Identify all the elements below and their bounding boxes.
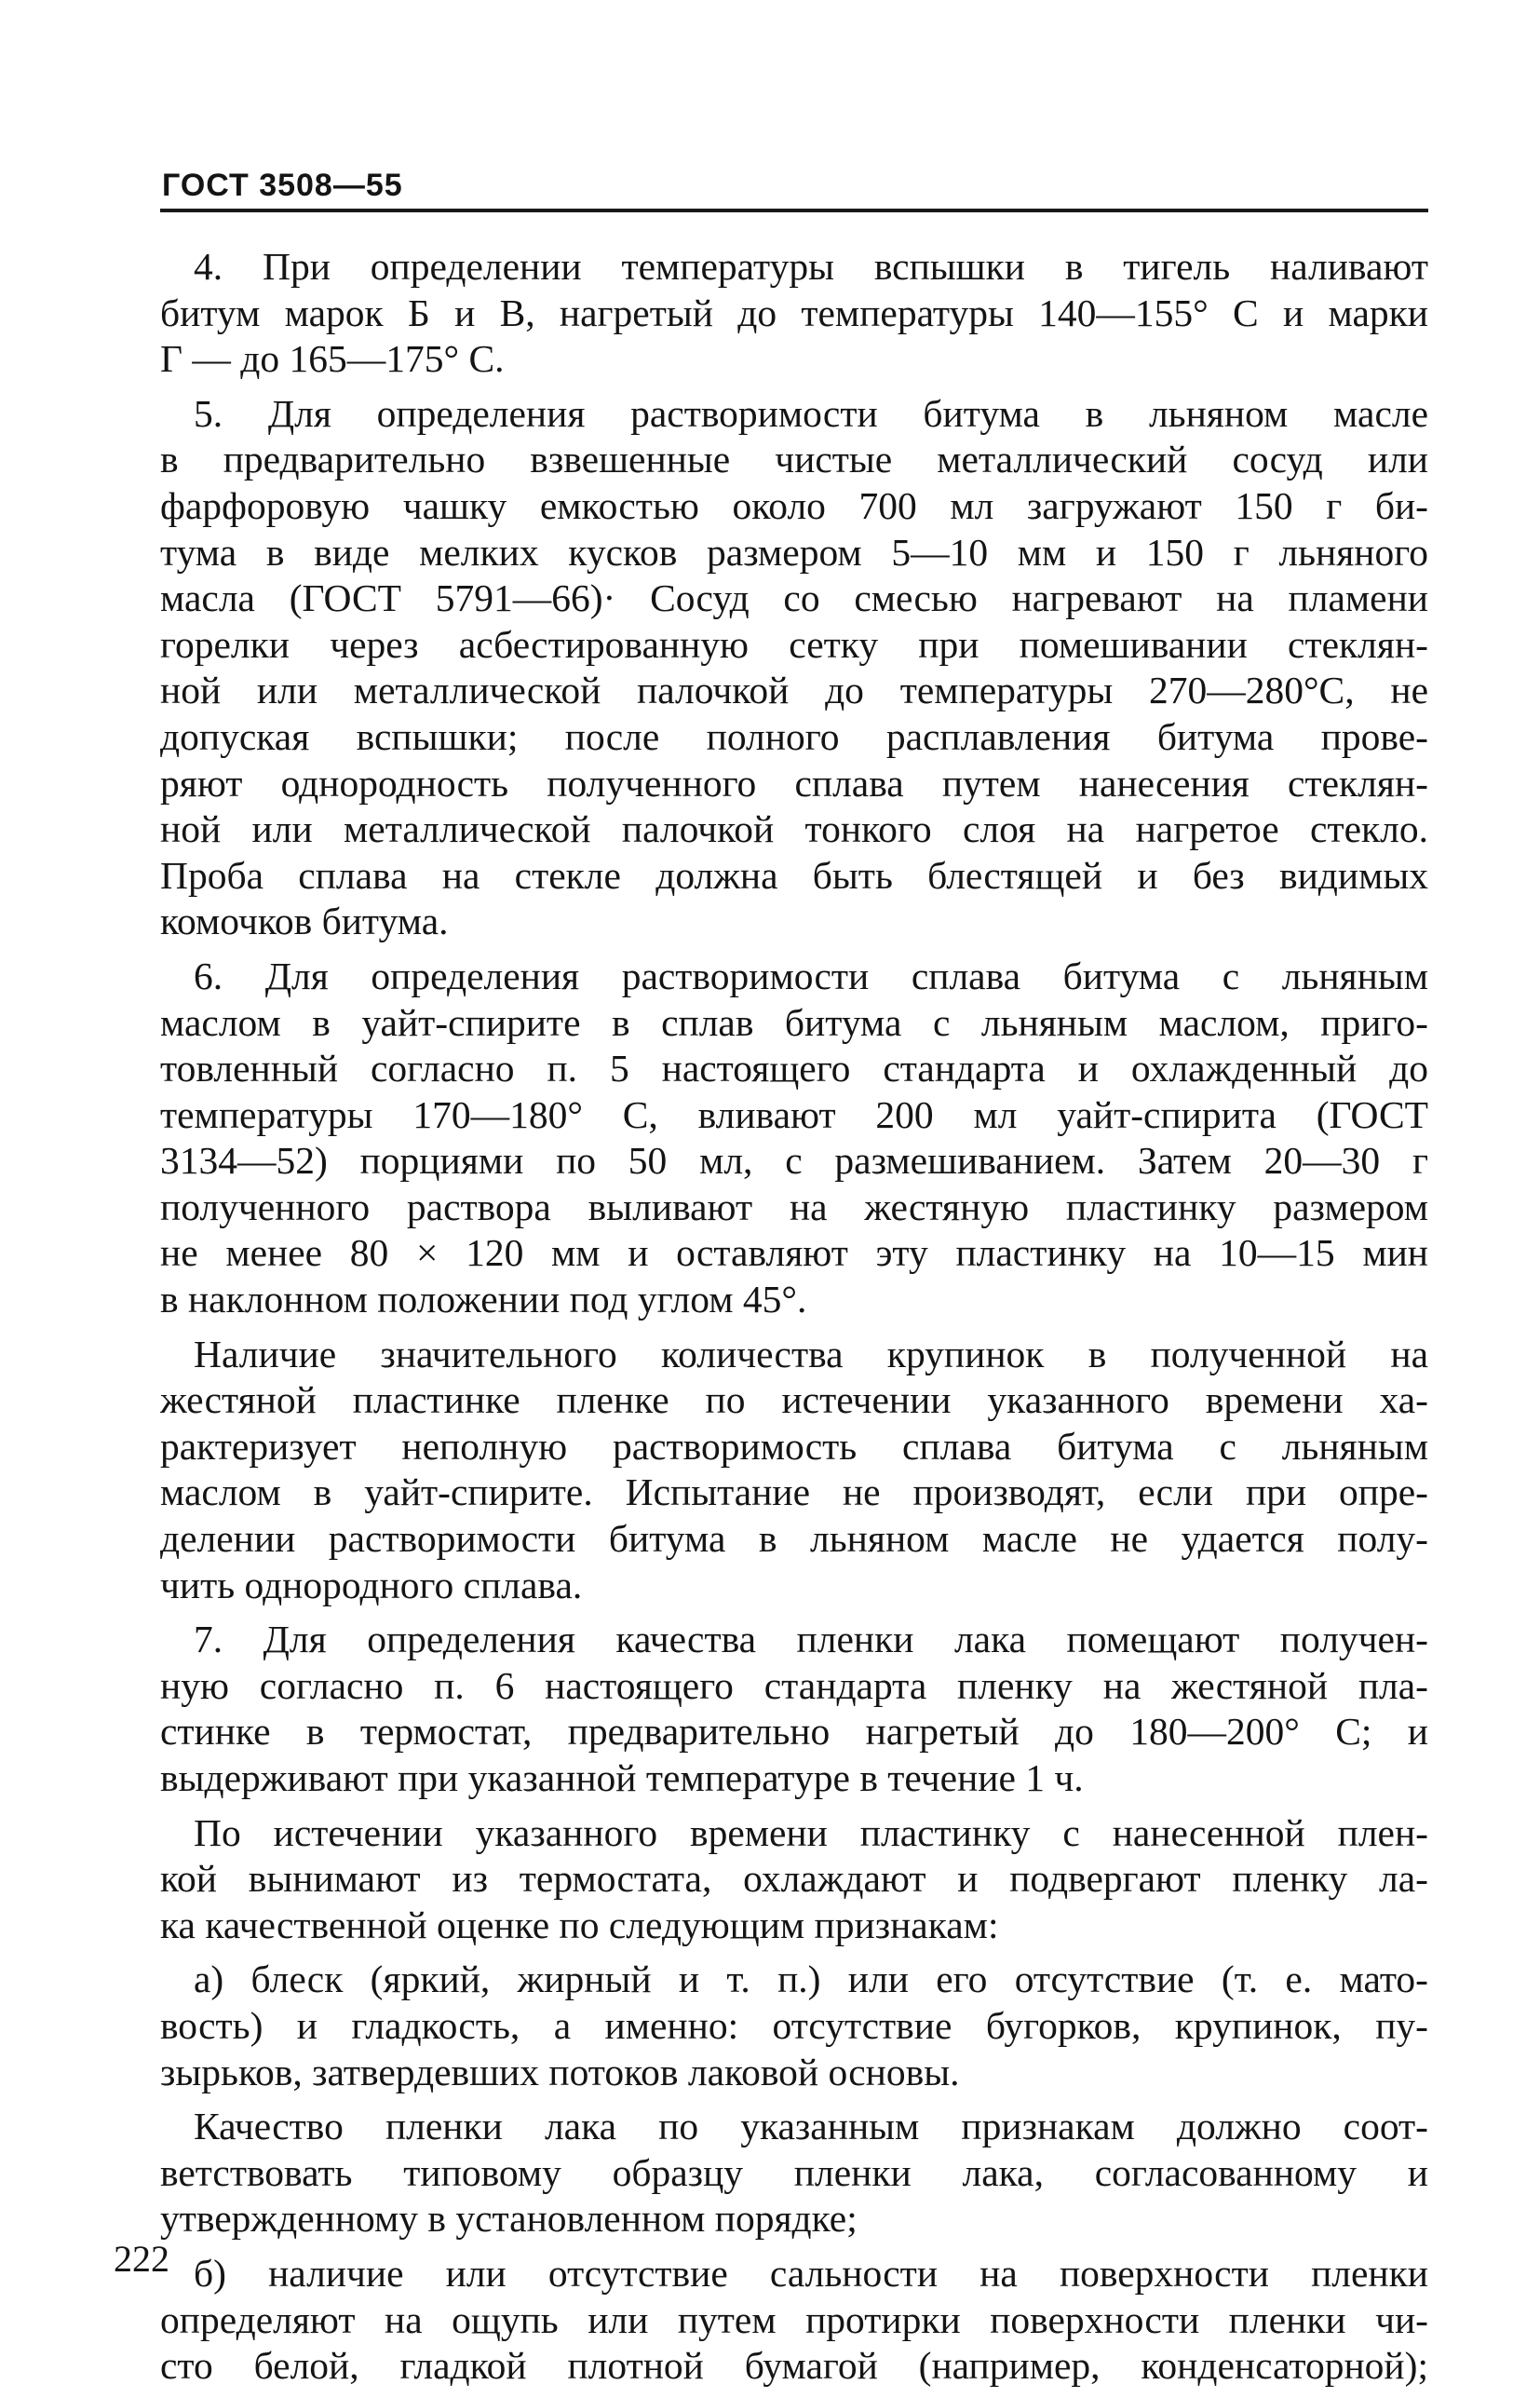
text-line: товленный согласно п. 5 настоящего стандарта и охлажденный до [160,1047,1428,1091]
paragraph [160,244,1428,383]
paragraph [160,1810,1428,1949]
text-line: ной или металлической палочкой до температуры 270—280°С, не [160,669,1428,712]
text-line: ветствовать типовому образцу пленки лака, согласованному и [160,2150,1428,2194]
text-line: Г — до 165—175° С. [160,337,505,381]
text-line: сто белой, гладкой плотной бумагой (например, конденсаторной); [160,2344,1428,2388]
text-line: По истечении указанного времени пластинку с нанесенной плен- [194,1810,1428,1854]
text-line: фарфоровую чашку емкостью около 700 мл загружают 150 г би- [160,483,1428,527]
text-line: 7. Для определения качества пленки лака помещают получен- [194,1618,1428,1661]
document-body [160,244,1428,2398]
text-line: в наклонном положении под углом 45°. [160,1278,807,1321]
text-line: ка качественной оценке по следующим признакам: [160,1903,999,1946]
text-line: выдерживают при указанной температуре в течение 1 ч. [160,1756,1084,1799]
paragraph [160,1617,1428,1801]
text-line: стинке в термостат, предварительно нагретый до 180—200° С; и [160,1710,1428,1754]
page-number: 222 [114,2238,169,2280]
text-line: не менее 80 × 120 мм и оставляют эту пластинку на 10—15 мин [160,1231,1428,1275]
text-line: Качество пленки лака по указанным признакам должно соот- [194,2105,1428,2148]
text-line: горелки через асбестированную сетку при помешивании стеклян- [160,622,1428,666]
header-divider [160,209,1428,212]
paragraph [160,1957,1428,2095]
text-line: маслом в уайт-спирите. Испытание не производят, если при опре- [160,1470,1428,1514]
text-line: 3134—52) порциями по 50 мл, с размешиванием. Затем 20—30 г [160,1139,1428,1183]
text-line: делении растворимости битума в льняном масле не удается полу- [160,1517,1428,1561]
text-line: чить однородного сплава. [160,1563,583,1606]
text-line: жестяной пластинке пленке по истечении указанного времени ха- [160,1378,1428,1422]
text-line: кой вынимают из термостата, охлаждают и подвергают пленку ла- [160,1857,1428,1901]
text-line: 6. Для определения растворимости сплава битума с льняным [194,954,1428,997]
paragraph [160,1332,1428,1609]
text-line: масла (ГОСТ 5791—66)· Сосуд со смесью нагревают на пламени [160,576,1428,620]
text-line: ную согласно п. 6 настоящего стандарта пленку на жестяной пла- [160,1663,1428,1707]
text-line: температуры 170—180° С, вливают 200 мл уайт-спирита (ГОСТ [160,1092,1428,1136]
text-line: зырьков, затвердевших потоков лаковой основы. [160,2050,960,2093]
text-line: битум марок Б и В, нагретый до температуры 140—155° С и марки [160,291,1428,334]
text-line: 5. Для определения растворимости битума в льняном масле [194,391,1428,435]
text-line: тума в виде мелких кусков размером 5—10 мм и 150 г льняного [160,530,1428,574]
paragraph [160,2251,1428,2390]
paragraph [160,391,1428,945]
text-line: б) наличие или отсутствие сальности на поверхности пленки [194,2251,1428,2295]
paragraph [160,954,1428,1323]
paragraph [160,2104,1428,2242]
text-line: допуская вспышки; после полного расплавления битума прове- [160,714,1428,758]
text-line: а) блеск (яркий, жирный и т. п.) или его отсутствие (т. е. мато- [194,1958,1428,2001]
text-line: утвержденному в установленном порядке; [160,2197,858,2241]
text-line: ряют однородность полученного сплава путем нанесения стеклян- [160,761,1428,805]
text-line: маслом в уайт-спирите в сплав битума с льняным маслом, приго- [160,1000,1428,1044]
text-line: в предварительно взвешенные чистые металлический сосуд или [160,438,1428,481]
text-line: полученного раствора выливают на жестяную пластинку размером [160,1185,1428,1228]
text-line: вость) и гладкость, а именно: отсутствие бугорков, крупинок, пу- [160,2003,1428,2047]
text-line: ной или металлической палочкой тонкого слоя на нагретое стекло. [160,807,1428,851]
text-line: 4. При определении температуры вспышки в тигель наливают [194,245,1428,288]
text-line: Проба сплава на стекле должна быть блестящей и без видимых [160,853,1428,897]
text-line: рактеризует неполную растворимость сплава битума с льняным [160,1424,1428,1468]
text-line: определяют на ощупь или путем протирки поверхности пленки чи- [160,2297,1428,2341]
document-header: ГОСТ 3508—55 [162,168,403,203]
text-line: комочков битума. [160,900,449,943]
text-line: Наличие значительного количества крупинок в полученной на [194,1332,1428,1375]
